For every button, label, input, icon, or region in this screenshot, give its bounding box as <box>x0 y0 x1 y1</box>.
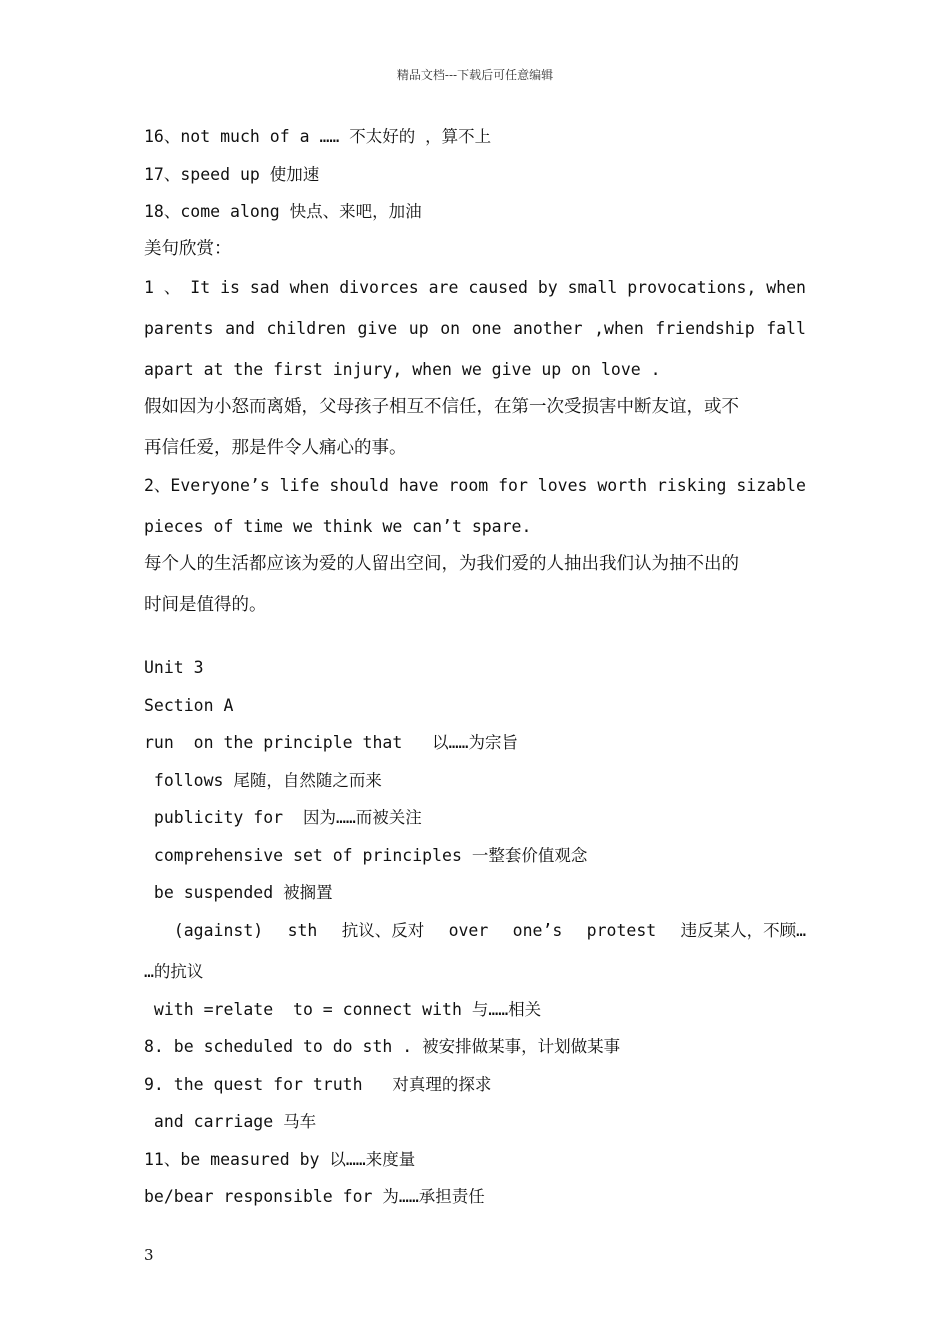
word: another <box>512 319 583 338</box>
vocab-line-protest <box>144 920 806 942</box>
word: life <box>279 476 320 495</box>
unit-title: Unit 3 <box>144 658 204 677</box>
word: protest <box>586 921 657 940</box>
word: friendship <box>655 319 755 338</box>
vocab-line-publicity: publicity for 因为……而被关注 <box>144 808 422 827</box>
word: should <box>329 476 389 495</box>
vocab-line-18: 18、come along 快点、来吧，加油 <box>144 202 422 221</box>
vocab-line-quest: 9. the quest for truth 对真理的探求 <box>144 1075 492 1094</box>
word: room <box>448 476 489 495</box>
word: by <box>537 278 558 297</box>
word: (against) <box>144 921 264 940</box>
word: parents <box>144 319 214 338</box>
word: over <box>448 921 489 940</box>
vocab-line-17: 17、speed up 使加速 <box>144 165 320 184</box>
vocab-line-protest-cont: …的抗议 <box>144 962 204 981</box>
section-title: Section A <box>144 696 234 715</box>
word: risking <box>656 476 727 495</box>
word: for <box>498 476 528 495</box>
sentence-2-translation-2: 时间是值得的。 <box>144 595 267 615</box>
vocab-line-relate: with =relate to = connect with 与……相关 <box>144 1000 542 1019</box>
page-number: 3 <box>144 1246 154 1264</box>
sentence-1-translation-2: 再信任爱，那是件令人痛心的事。 <box>144 438 407 458</box>
vocab-line-follows: follows 尾随，自然随之而来 <box>144 771 382 790</box>
sentence-2-translation-1: 每个人的生活都应该为爱的人留出空间，为我们爱的人抽出我们认为抽不出的 <box>144 554 739 574</box>
word: loves <box>537 476 588 495</box>
word: 2、Everyone’s <box>144 476 270 495</box>
vocab-line-run: run on the principle that 以……为宗旨 <box>144 733 518 752</box>
word: sizable <box>736 476 806 495</box>
sentence-1-line-1 <box>144 277 806 299</box>
word: give <box>357 319 398 338</box>
vocab-line-suspended: be suspended 被搁置 <box>144 883 333 902</box>
word: up <box>408 319 429 338</box>
word: sth <box>287 921 318 940</box>
word: when <box>289 278 330 297</box>
word: children <box>266 319 346 338</box>
vocab-line-scheduled: 8. be scheduled to do sth . 被安排做某事，计划做某事 <box>144 1037 621 1056</box>
word: one’s <box>512 921 563 940</box>
word: provocations, <box>627 278 757 297</box>
word: are <box>428 278 459 297</box>
word: 违反某人，不顾… <box>680 921 806 940</box>
word: caused <box>468 278 528 297</box>
sentence-2-line-2: pieces of time we think we can’t spare. <box>144 517 532 536</box>
vocab-line-carriage: and carriage 马车 <box>144 1112 317 1131</box>
word: 抗议、反对 <box>341 921 425 940</box>
vocab-line-comprehensive: comprehensive set of principles 一整套价值观念 <box>144 846 588 865</box>
word: 1 、 <box>144 278 181 297</box>
word: and <box>225 319 255 338</box>
vocab-line-measured: 11、be measured by 以……来度量 <box>144 1150 416 1169</box>
sentence-1-translation-1: 假如因为小怒而离婚，父母孩子相互不信任，在第一次受损害中断友谊，或不 <box>144 397 739 417</box>
word: It <box>190 278 211 297</box>
word: fall <box>766 319 806 338</box>
word: divorces <box>339 278 419 297</box>
word: sad <box>249 278 280 297</box>
word: is <box>220 278 240 297</box>
word: small <box>567 278 618 297</box>
appreciation-heading: 美句欣赏： <box>144 239 232 259</box>
word: on <box>440 319 461 338</box>
word: have <box>398 476 439 495</box>
vocab-line-16: 16、not much of a …… 不太好的 ，算不上 <box>144 127 492 146</box>
sentence-1-line-3: apart at the first injury, when we give up on love . <box>144 360 661 379</box>
word: worth <box>597 476 648 495</box>
sentence-1-line-2 <box>144 318 806 340</box>
word: ,when <box>594 319 644 338</box>
word: when <box>766 278 806 297</box>
sentence-2-line-1 <box>144 475 806 497</box>
page-header: 精品文档---下载后可任意编辑 <box>396 68 554 82</box>
word: one <box>471 319 502 338</box>
vocab-line-responsible: be/bear responsible for 为……承担责任 <box>144 1187 485 1206</box>
